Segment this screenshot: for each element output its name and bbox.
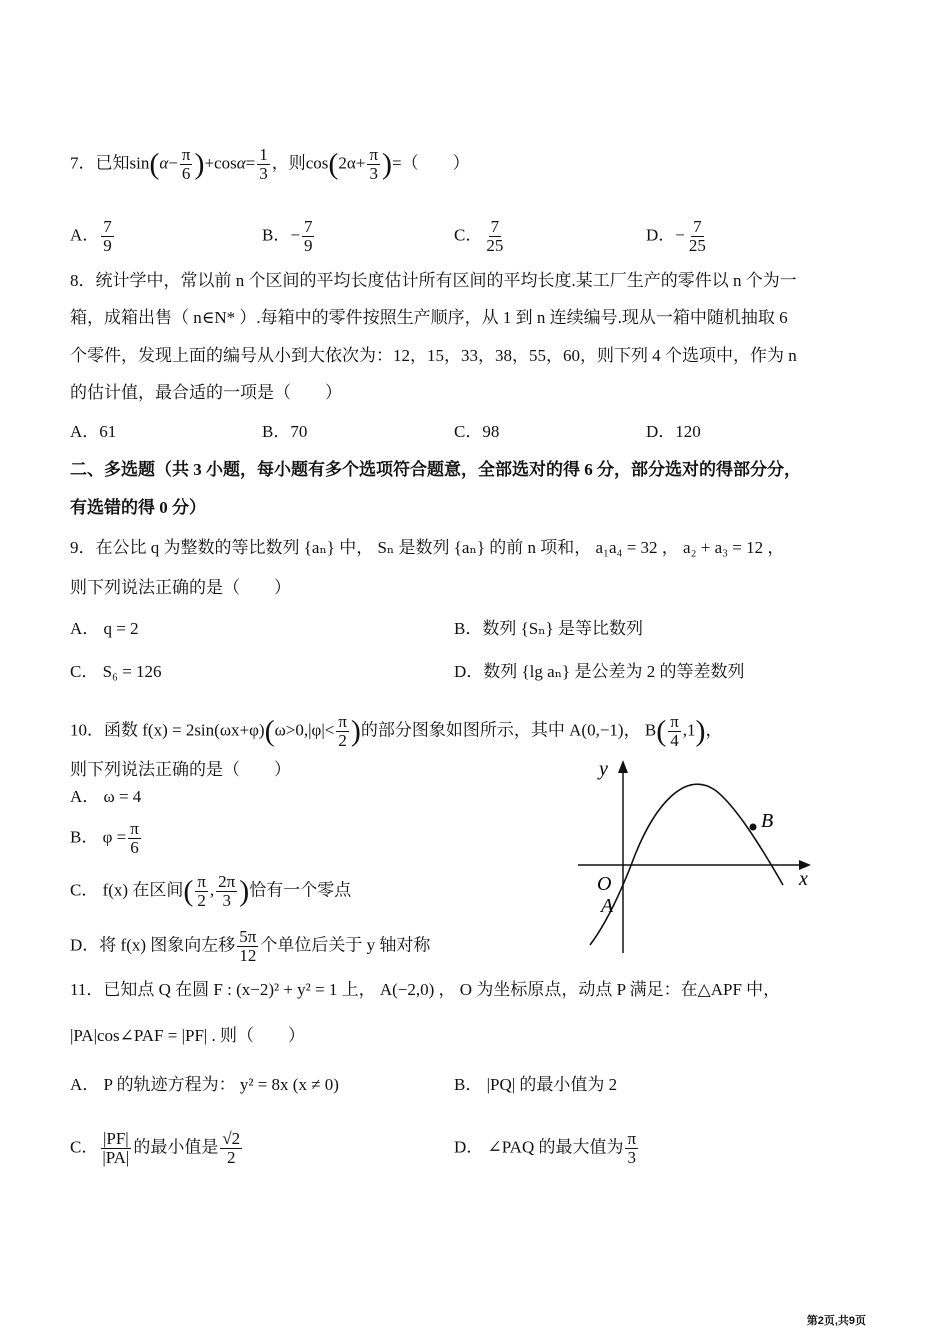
q7-option-c[interactable]: C． $\frac{7}{25}$: [454, 217, 504, 255]
q11-option-a[interactable]: A． P 的轨迹方程为： y² = 8x (x ≠ 0): [70, 1075, 339, 1094]
q8-stem-line4: 的估计值，最合适的一项是（ ）: [70, 383, 342, 402]
origin-label: O: [597, 873, 612, 895]
q11-option-d[interactable]: D． ∠PAQ 的最大值为 $\frac{\pi}{3}$: [454, 1129, 637, 1167]
q8-option-d[interactable]: D．120: [646, 422, 701, 441]
q9-option-c[interactable]: C． S₆ = 126: [70, 662, 162, 681]
q10-option-a[interactable]: A． ω = 4: [70, 787, 142, 806]
q10-option-d[interactable]: D．将 f(x) 图象向左移 $\frac{5\pi}{12}$ 个单位后关于 y 轴对称: [70, 927, 431, 965]
y-axis-label: y: [599, 758, 608, 780]
q11-option-b[interactable]: B． |PQ| 的最小值为 2: [454, 1075, 618, 1094]
q9-option-b[interactable]: B．数列 {Sₙ} 是等比数列: [454, 619, 643, 638]
q7-stem: 7．已知sin(α− $\frac{\pi}{6}$ )+cosα= $\frac{1}{3}$ ，则cos(2α+ $\frac{\pi}{3}$ )=（ ）: [70, 145, 470, 183]
q8-stem-line2: 箱，成箱出售（ n∈N* ）.每箱中的零件按照生产顺序，从 1 到 n 连续编号.现从一箱中随机抽取 6: [70, 308, 788, 327]
q8-option-a[interactable]: A．61: [70, 422, 117, 441]
q8-option-c[interactable]: C．98: [454, 422, 500, 441]
section-heading-line1: 二、多选题（共 3 小题，每小题有多个选项符合题意，全部选对的得 6 分，部分选对的得部分分，: [70, 460, 801, 479]
q9-stem-line2: 则下列说法正确的是（ ）: [70, 578, 291, 597]
q10-option-c[interactable]: C． f(x) 在区间( $\frac{\pi}{2}$ , $\frac{2\pi}{3}$ )恰有一个零点: [70, 872, 352, 910]
q9-option-a[interactable]: A． q = 2: [70, 619, 139, 638]
page-number: 第2页,共9页: [806, 1315, 866, 1327]
section-heading-line2: 有选错的得 0 分）: [70, 498, 206, 517]
q8-option-b[interactable]: B．70: [262, 422, 308, 441]
q10-stem-line1: 10．函数 f(x) = 2sin(ωx+φ)(ω>0,|φ|< $\frac{\pi}{2}$ )的部分图象如图所示，其中 A(0,−1)， B( $\frac{\pi}{4}$ ,1)，: [70, 712, 723, 750]
y-axis-arrow-icon: [618, 760, 628, 773]
q10-option-b[interactable]: B． φ = $\frac{\pi}{6}$: [70, 819, 139, 857]
point-b-label: B: [761, 810, 774, 832]
q10-function-graph: [575, 755, 815, 955]
q7-option-d[interactable]: D．− $\frac{7}{25}$: [646, 217, 706, 255]
q11-stem-line1: 11．已知点 Q 在圆 F : (x−2)² + y² = 1 上， A(−2,0) ， O 为坐标原点，动点 P 满足：在△APF 中，: [70, 980, 781, 999]
q11-option-c[interactable]: C． $\frac{|PF|}{|PA|}$ 的最小值是 $\frac{√2}{2}$: [70, 1129, 241, 1167]
q8-stem-line1: 8．统计学中，常以前 n 个区间的平均长度估计所有区间的平均长度.某工厂生产的零件以 n 个为一: [70, 271, 797, 290]
q10-stem-line2: 则下列说法正确的是（ ）: [70, 760, 291, 779]
q11-stem-line2: |PA|cos∠PAF = |PF| . 则（ ）: [70, 1026, 306, 1045]
point-b: [750, 824, 757, 831]
q7-option-a[interactable]: A． $\frac{7}{9}$: [70, 217, 112, 255]
x-axis-label: x: [799, 868, 808, 890]
q9-option-d[interactable]: D．数列 {lg aₙ} 是公差为 2 的等差数列: [454, 662, 745, 681]
point-a-label: A: [601, 895, 614, 917]
q7-option-b[interactable]: B．− $\frac{7}{9}$: [262, 217, 313, 255]
q9-stem-line1: 9．在公比 q 为整数的等比数列 {aₙ} 中， Sₙ 是数列 {aₙ} 的前 n 项和， a₁a₄ = 32 ， a₂ + a₃ = 12 ，: [70, 538, 785, 557]
q8-stem-line3: 个零件，发现上面的编号从小到大依次为：12，15，33，38，55，60，则下列 4 个选项中，作为 n: [70, 346, 797, 365]
